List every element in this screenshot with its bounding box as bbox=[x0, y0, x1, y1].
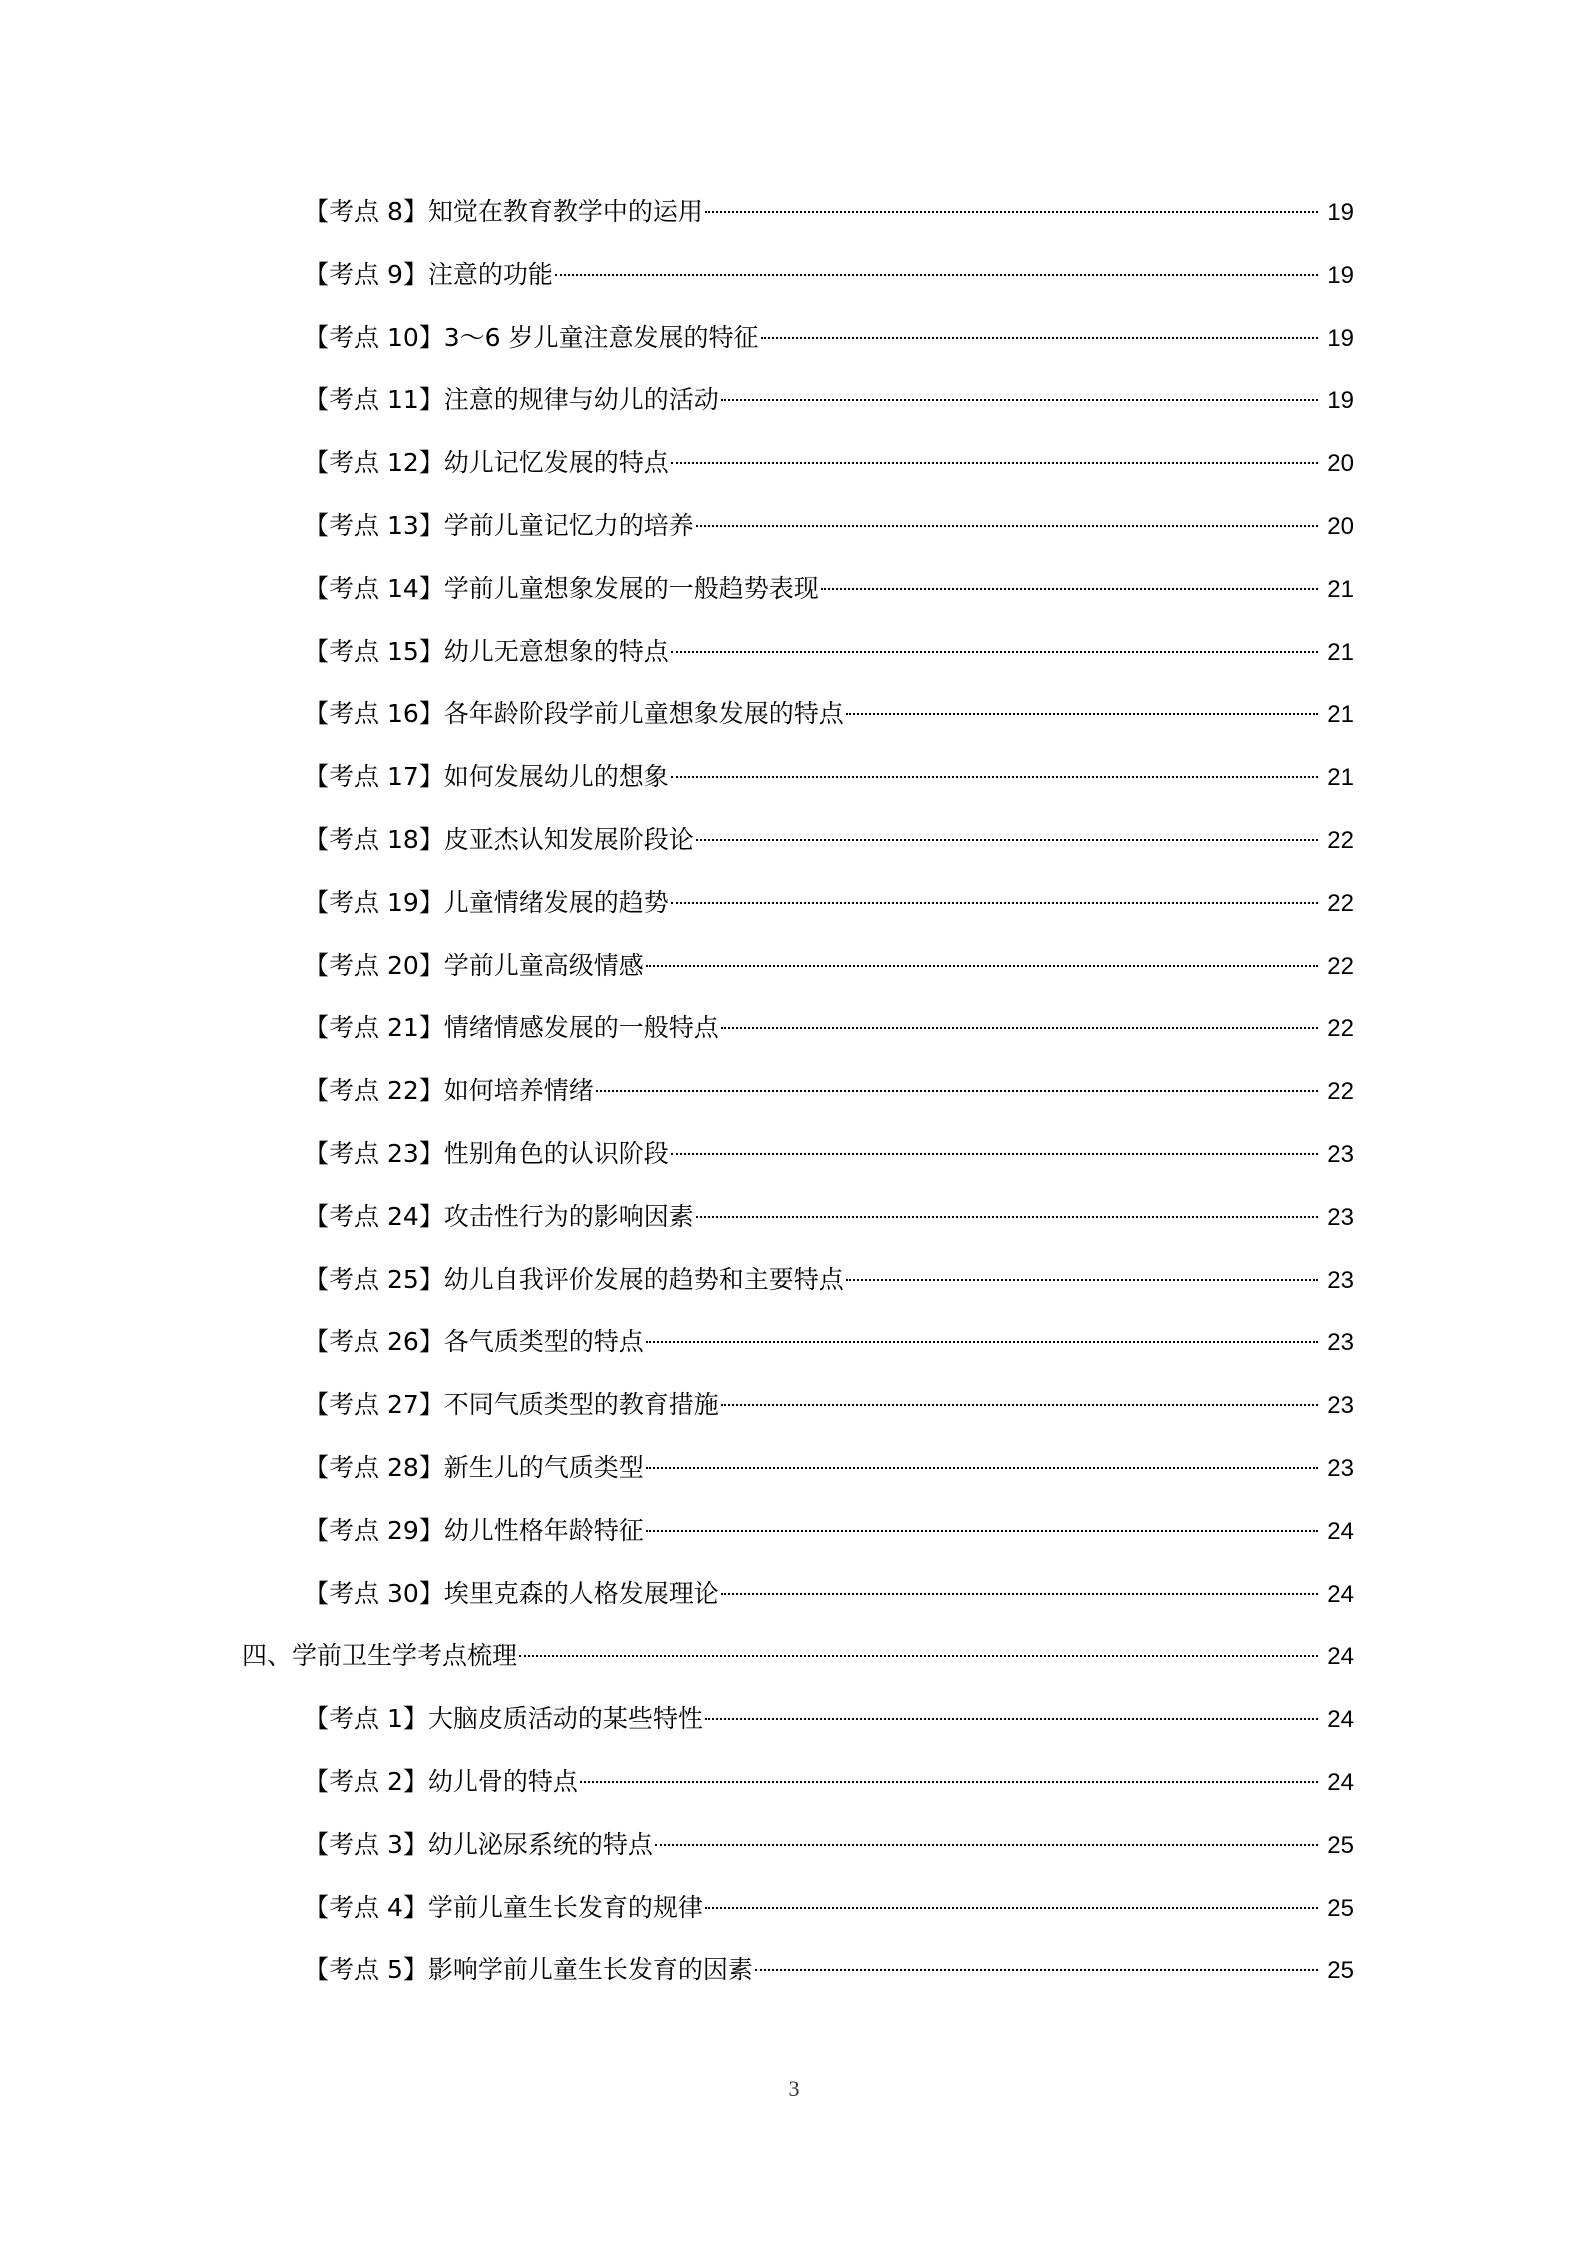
toc-entry-page: 20 bbox=[1327, 450, 1354, 477]
toc-dot-leader bbox=[721, 1593, 1318, 1595]
toc-entry-page: 22 bbox=[1327, 953, 1354, 980]
toc-entry-page: 21 bbox=[1327, 639, 1354, 666]
toc-entry-label: 【考点 28】新生儿的气质类型 bbox=[304, 1453, 644, 1482]
toc-entry[interactable] bbox=[304, 692, 1354, 736]
page-number: 3 bbox=[788, 2076, 800, 2101]
toc-entry[interactable] bbox=[304, 504, 1354, 548]
toc-entry[interactable] bbox=[304, 316, 1354, 360]
toc-entry-label: 【考点 18】皮亚杰认知发展阶段论 bbox=[304, 825, 694, 854]
toc-entry[interactable] bbox=[304, 1823, 1354, 1867]
toc-entry-label: 【考点 16】各年龄阶段学前儿童想象发展的特点 bbox=[304, 699, 844, 728]
toc-dot-leader bbox=[519, 1655, 1318, 1657]
toc-entry[interactable] bbox=[304, 1320, 1354, 1364]
toc-entry-label: 【考点 3】幼儿泌尿系统的特点 bbox=[304, 1830, 653, 1859]
toc-dot-leader bbox=[671, 776, 1318, 778]
toc-entry-page: 23 bbox=[1327, 1267, 1354, 1294]
toc-entry-page: 23 bbox=[1327, 1141, 1354, 1168]
toc-entry-page: 24 bbox=[1327, 1581, 1354, 1608]
toc-entry-label: 【考点 4】学前儿童生长发育的规律 bbox=[304, 1893, 703, 1922]
toc-entry[interactable] bbox=[304, 190, 1354, 234]
toc-dot-leader bbox=[671, 651, 1318, 653]
toc-entry-page: 24 bbox=[1327, 1706, 1354, 1733]
toc-dot-leader bbox=[705, 1907, 1318, 1909]
toc-dot-leader bbox=[705, 1718, 1318, 1720]
toc-entry[interactable] bbox=[304, 253, 1354, 297]
toc-entry-label: 【考点 13】学前儿童记忆力的培养 bbox=[304, 511, 694, 540]
toc-entry[interactable] bbox=[304, 1886, 1354, 1930]
toc-section-heading[interactable] bbox=[242, 1634, 1354, 1678]
toc-entry-label: 【考点 27】不同气质类型的教育措施 bbox=[304, 1390, 719, 1419]
toc-entry[interactable] bbox=[304, 1006, 1354, 1050]
toc-entry[interactable] bbox=[304, 944, 1354, 988]
toc-entry-page: 25 bbox=[1327, 1957, 1354, 1984]
toc-entry[interactable] bbox=[304, 567, 1354, 611]
toc-entry-page: 25 bbox=[1327, 1832, 1354, 1859]
toc-dot-leader bbox=[671, 1153, 1318, 1155]
toc-entry[interactable] bbox=[304, 1697, 1354, 1741]
toc-entry[interactable] bbox=[304, 1195, 1354, 1239]
toc-entry-page: 24 bbox=[1327, 1518, 1354, 1545]
toc-entry-page: 19 bbox=[1327, 262, 1354, 289]
toc-entry[interactable] bbox=[304, 630, 1354, 674]
toc-entry[interactable] bbox=[304, 1446, 1354, 1490]
toc-dot-leader bbox=[646, 965, 1318, 967]
toc-entry-label: 【考点 30】埃里克森的人格发展理论 bbox=[304, 1579, 719, 1608]
toc-dot-leader bbox=[755, 1969, 1318, 1971]
toc-dot-leader bbox=[696, 525, 1318, 527]
toc-entry-page: 19 bbox=[1327, 325, 1354, 352]
toc-entry[interactable] bbox=[304, 1069, 1354, 1113]
toc-entry-label: 【考点 23】性别角色的认识阶段 bbox=[304, 1139, 669, 1168]
toc-entry-label: 【考点 15】幼儿无意想象的特点 bbox=[304, 637, 669, 666]
toc-dot-leader bbox=[596, 1090, 1318, 1092]
toc-entry-label: 【考点 25】幼儿自我评价发展的趋势和主要特点 bbox=[304, 1265, 844, 1294]
toc-entry[interactable] bbox=[304, 1132, 1354, 1176]
toc-dot-leader bbox=[846, 1279, 1318, 1281]
toc-entry-page: 22 bbox=[1327, 890, 1354, 917]
toc-entry-label: 【考点 20】学前儿童高级情感 bbox=[304, 951, 644, 980]
toc-dot-leader bbox=[646, 1467, 1318, 1469]
toc-entry[interactable] bbox=[304, 1760, 1354, 1804]
toc-entry-label: 四、学前卫生学考点梳理 bbox=[242, 1641, 518, 1670]
toc-entry-label: 【考点 9】注意的功能 bbox=[304, 260, 553, 289]
toc-dot-leader bbox=[655, 1844, 1318, 1846]
toc-entry-label: 【考点 10】3～6 岁儿童注意发展的特征 bbox=[304, 323, 759, 352]
toc-entry-page: 23 bbox=[1327, 1455, 1354, 1482]
toc-entry-page: 20 bbox=[1327, 513, 1354, 540]
toc-entry-label: 【考点 21】情绪情感发展的一般特点 bbox=[304, 1013, 719, 1042]
toc-entry-page: 22 bbox=[1327, 1015, 1354, 1042]
toc-entry[interactable] bbox=[304, 1258, 1354, 1302]
toc-dot-leader bbox=[555, 274, 1318, 276]
toc-entry[interactable] bbox=[304, 1948, 1354, 1992]
toc-entry-page: 21 bbox=[1327, 764, 1354, 791]
toc-entry-page: 23 bbox=[1327, 1204, 1354, 1231]
toc-dot-leader bbox=[580, 1781, 1318, 1783]
toc-entry[interactable] bbox=[304, 1572, 1354, 1616]
toc-entry-label: 【考点 29】幼儿性格年龄特征 bbox=[304, 1516, 644, 1545]
toc-entry-page: 22 bbox=[1327, 827, 1354, 854]
toc-dot-leader bbox=[696, 839, 1318, 841]
toc-entry-label: 【考点 1】大脑皮质活动的某些特性 bbox=[304, 1704, 703, 1733]
toc-entry-label: 【考点 2】幼儿骨的特点 bbox=[304, 1767, 578, 1796]
toc-entry-page: 23 bbox=[1327, 1329, 1354, 1356]
toc-entry[interactable] bbox=[304, 1383, 1354, 1427]
toc-entry-label: 【考点 26】各气质类型的特点 bbox=[304, 1327, 644, 1356]
toc-entry[interactable] bbox=[304, 818, 1354, 862]
toc-dot-leader bbox=[705, 211, 1318, 213]
toc-dot-leader bbox=[721, 399, 1318, 401]
toc-entry-label: 【考点 17】如何发展幼儿的想象 bbox=[304, 762, 669, 791]
toc-dot-leader bbox=[721, 1027, 1318, 1029]
toc-entry[interactable] bbox=[304, 441, 1354, 485]
toc-entry-page: 24 bbox=[1327, 1769, 1354, 1796]
toc-entry-page: 21 bbox=[1327, 576, 1354, 603]
toc-entry-page: 23 bbox=[1327, 1392, 1354, 1419]
toc-entry-page: 24 bbox=[1327, 1643, 1354, 1670]
toc-entry-page: 25 bbox=[1327, 1895, 1354, 1922]
toc-entry-page: 19 bbox=[1327, 199, 1354, 226]
toc-dot-leader bbox=[646, 1530, 1318, 1532]
toc-entry-page: 22 bbox=[1327, 1078, 1354, 1105]
toc-dot-leader bbox=[821, 588, 1318, 590]
toc-entry-label: 【考点 24】攻击性行为的影响因素 bbox=[304, 1202, 694, 1231]
toc-entry[interactable] bbox=[304, 881, 1354, 925]
toc-dot-leader bbox=[721, 1404, 1318, 1406]
toc-entry-page: 21 bbox=[1327, 701, 1354, 728]
toc-dot-leader bbox=[671, 902, 1318, 904]
toc-dot-leader bbox=[696, 1216, 1318, 1218]
toc-entry-label: 【考点 11】注意的规律与幼儿的活动 bbox=[304, 385, 719, 414]
toc-entry[interactable] bbox=[304, 378, 1354, 422]
toc-entry-label: 【考点 5】影响学前儿童生长发育的因素 bbox=[304, 1955, 753, 1984]
toc-entry-label: 【考点 8】知觉在教育教学中的运用 bbox=[304, 197, 703, 226]
toc-entry-label: 【考点 19】儿童情绪发展的趋势 bbox=[304, 888, 669, 917]
toc-entry[interactable] bbox=[304, 1509, 1354, 1553]
toc-entry-label: 【考点 14】学前儿童想象发展的一般趋势表现 bbox=[304, 574, 819, 603]
toc-entry-label: 【考点 22】如何培养情绪 bbox=[304, 1076, 594, 1105]
toc-entry[interactable] bbox=[304, 755, 1354, 799]
toc-dot-leader bbox=[761, 337, 1318, 339]
toc-entry-page: 19 bbox=[1327, 387, 1354, 414]
toc-dot-leader bbox=[646, 1341, 1318, 1343]
toc-entry-label: 【考点 12】幼儿记忆发展的特点 bbox=[304, 448, 669, 477]
toc-dot-leader bbox=[671, 462, 1318, 464]
toc-dot-leader bbox=[846, 713, 1318, 715]
